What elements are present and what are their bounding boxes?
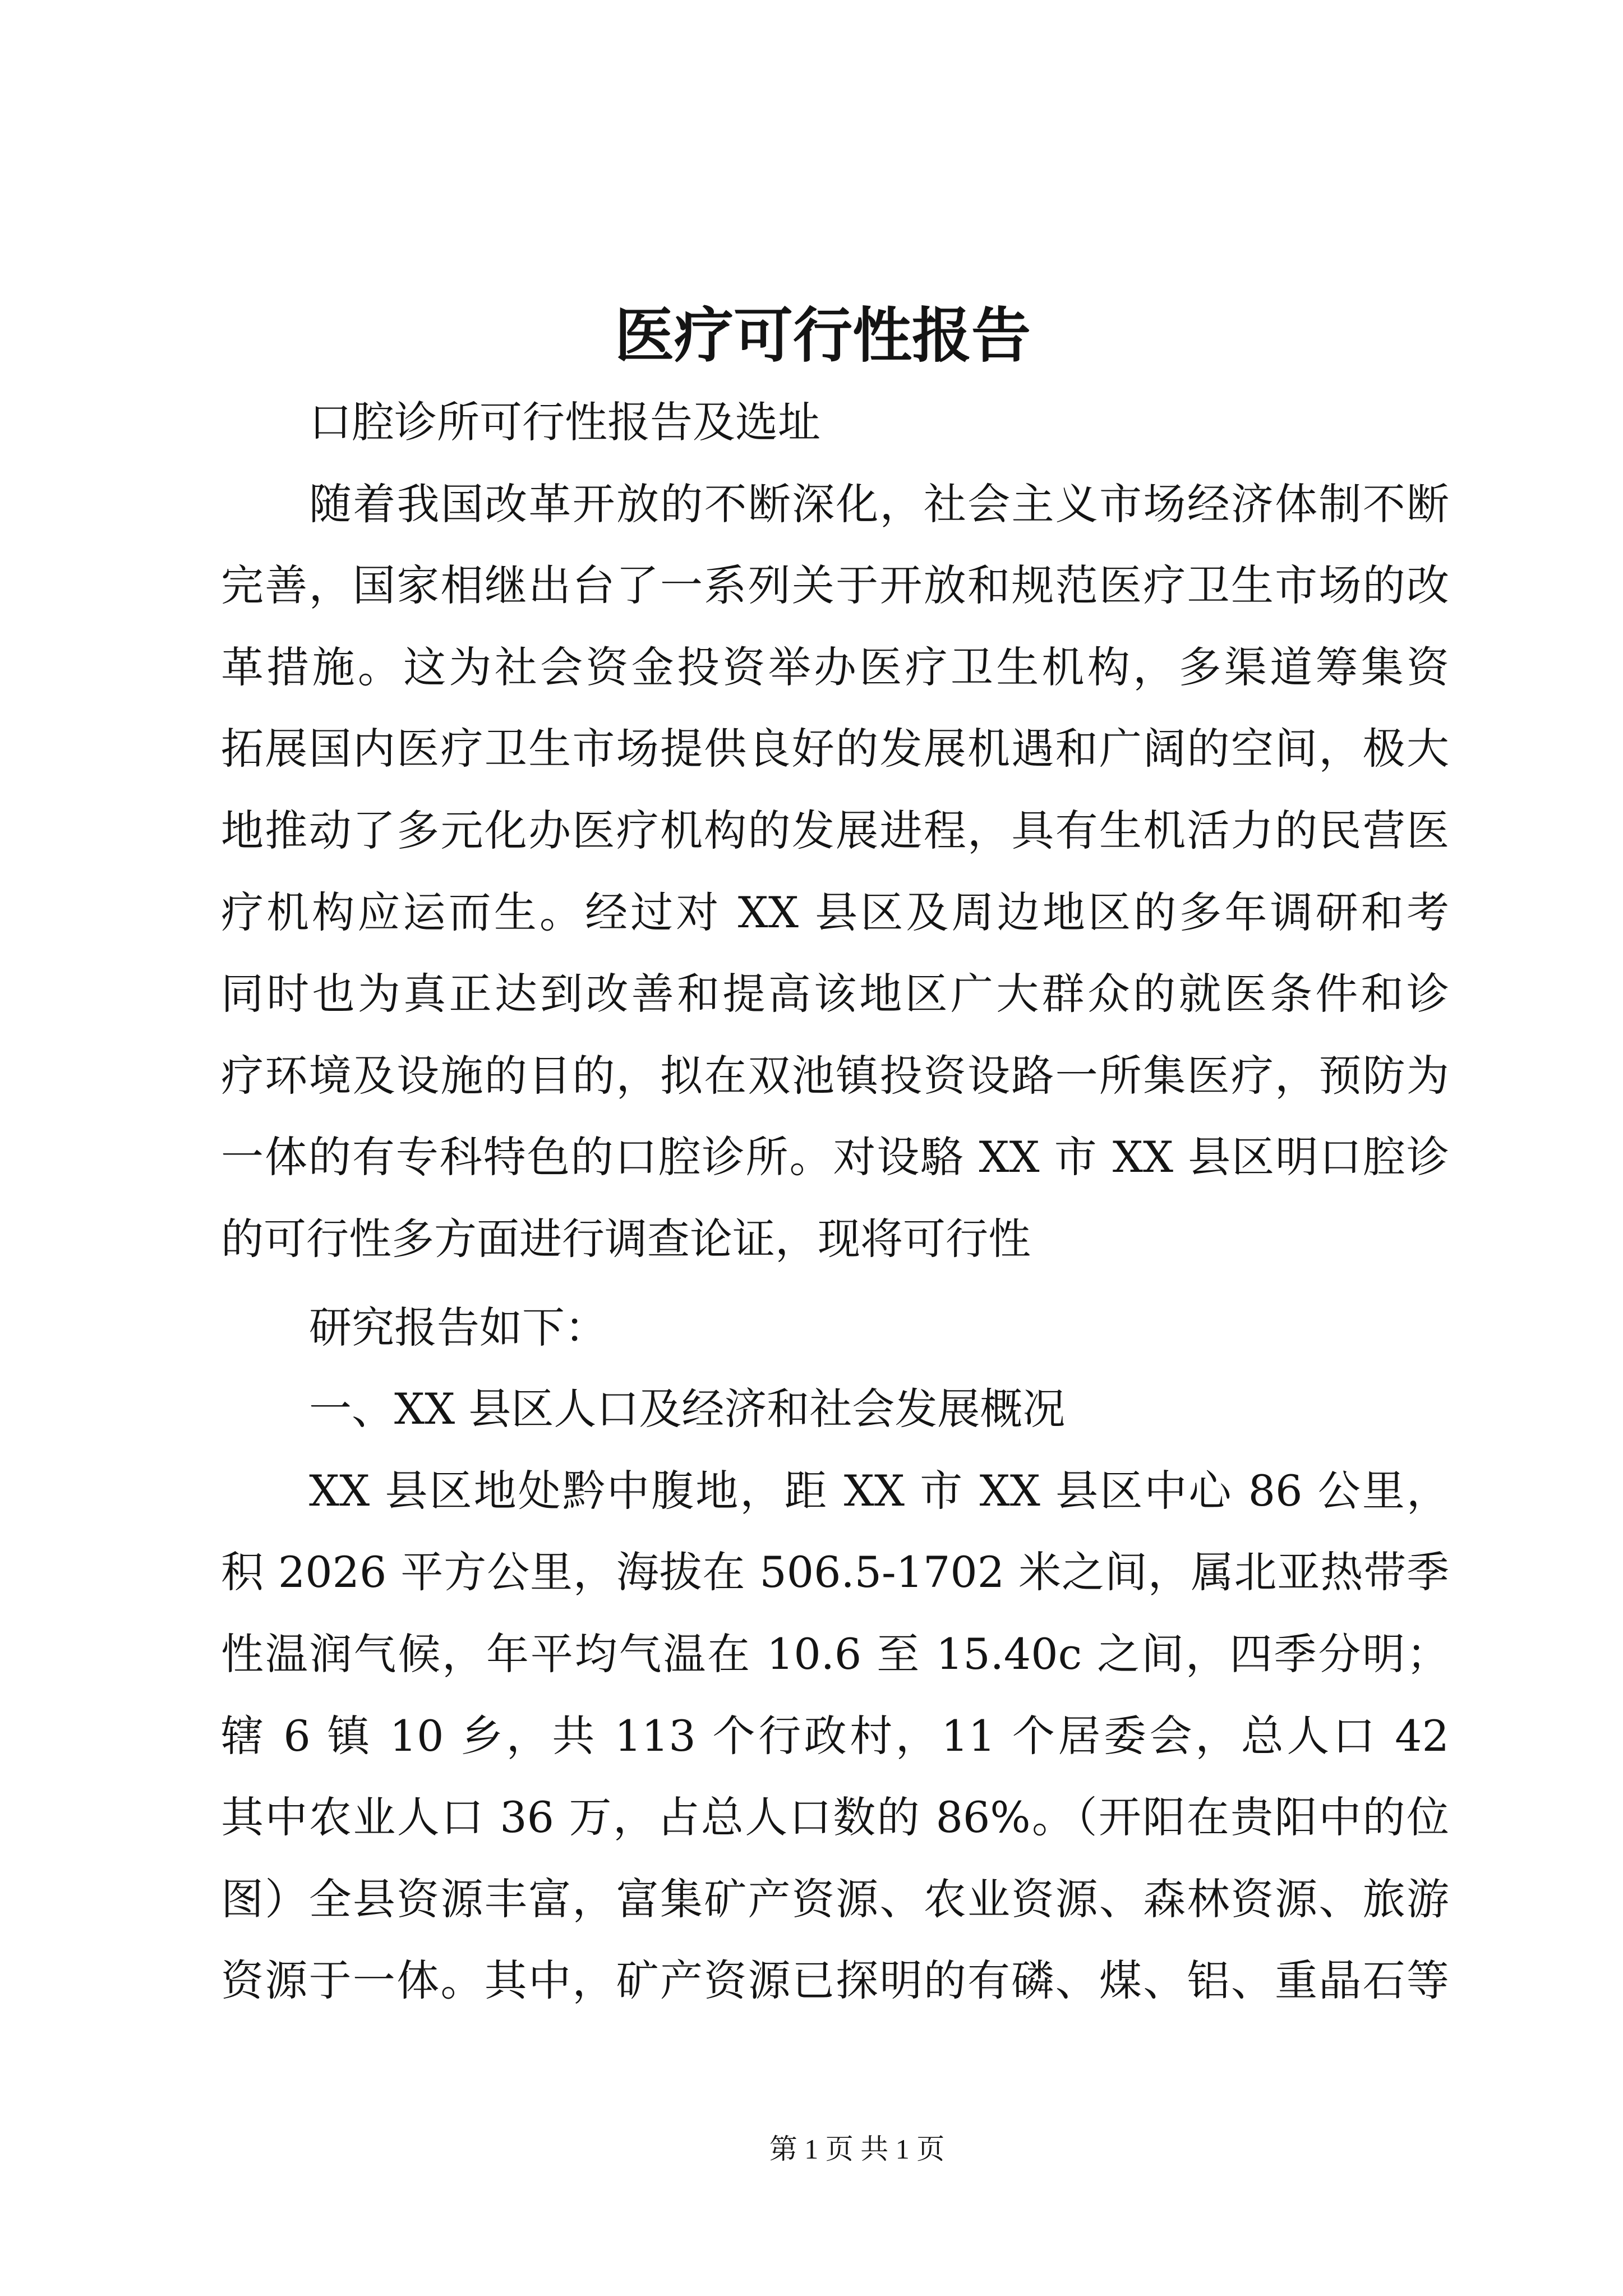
paragraph-overview [221, 1450, 1449, 2022]
page-footer: 第 1 页 共 1 页 [769, 2133, 945, 2165]
paragraph-subtitle [221, 381, 1449, 463]
body-line: XX 县区地处黔中腹地，距 XX 市 XX 县区中心 86 公里， [309, 1465, 1449, 1516]
body-line: 拓展国内医疗卫生市场提供良好的发展机遇和广阔的空间，极大 [221, 724, 1449, 774]
body-line: 图）全县资源丰富，富集矿产资源、农业资源、森林资源、旅游 [221, 1874, 1449, 1924]
section-heading [221, 1368, 1449, 1450]
body-line: 口腔诊所可行性报告及选址 [309, 397, 820, 447]
section-heading-line: 一、XX 县区人口及经济和社会发展概况 [309, 1384, 1066, 1434]
body-line: 同时也为真正达到改善和提高该地区广大群众的就医条件和诊 [221, 969, 1449, 1019]
body-line: 一体的有专科特色的口腔诊所。对设駱 XX 市 XX 县区明口腔诊 [221, 1132, 1449, 1182]
body-line: 的可行性多方面进行调查论证，现将可行性 [221, 1213, 1031, 1264]
body-line: 疗环境及设施的目的，拟在双池镇投资设路一所集医疗，预防为 [221, 1050, 1449, 1101]
body-line: 革措施。这为社会资金投资举办医疗卫生机构，多渠道筹集资 [221, 642, 1449, 692]
body-line: 资源于一体。其中，矿产资源已探明的有磷、煤、铝、重晶石等 [221, 1955, 1449, 2006]
body-line: 辖 6 镇 10 乡，共 113 个行政村，11 个居委会，总人口 42 [221, 1710, 1449, 1761]
paragraph-report-intro [221, 1287, 1449, 1369]
body-line: 疗机构应运而生。经过对 XX 县区及周边地区的多年调研和考 [221, 887, 1449, 937]
paragraph-introduction [221, 463, 1449, 1280]
body-line: 随着我国改革开放的不断深化，社会主义市场经济体制不断 [309, 478, 1449, 529]
body-line: 完善，国家相继出台了一系列关于开放和规范医疗卫生市场的改 [221, 560, 1449, 611]
body-line: 性温润气候，年平均气温在 10.6 至 15.40c 之间，四季分明； [221, 1628, 1449, 1679]
body-line: 其中农业人口 36 万，占总人口数的 86%。（开阳在贵阳中的位 [221, 1792, 1449, 1843]
body-line: 研究报告如下： [309, 1302, 607, 1352]
document-title: 医疗可行性报告 [615, 303, 1031, 368]
body-line: 地推动了多元化办医疗机构的发展进程，具有生机活力的民营医 [221, 805, 1449, 855]
document-body [221, 381, 1449, 2022]
body-line: 积 2026 平方公里，海拔在 506.5-1702 米之间，属北亚热带季 [221, 1547, 1449, 1598]
